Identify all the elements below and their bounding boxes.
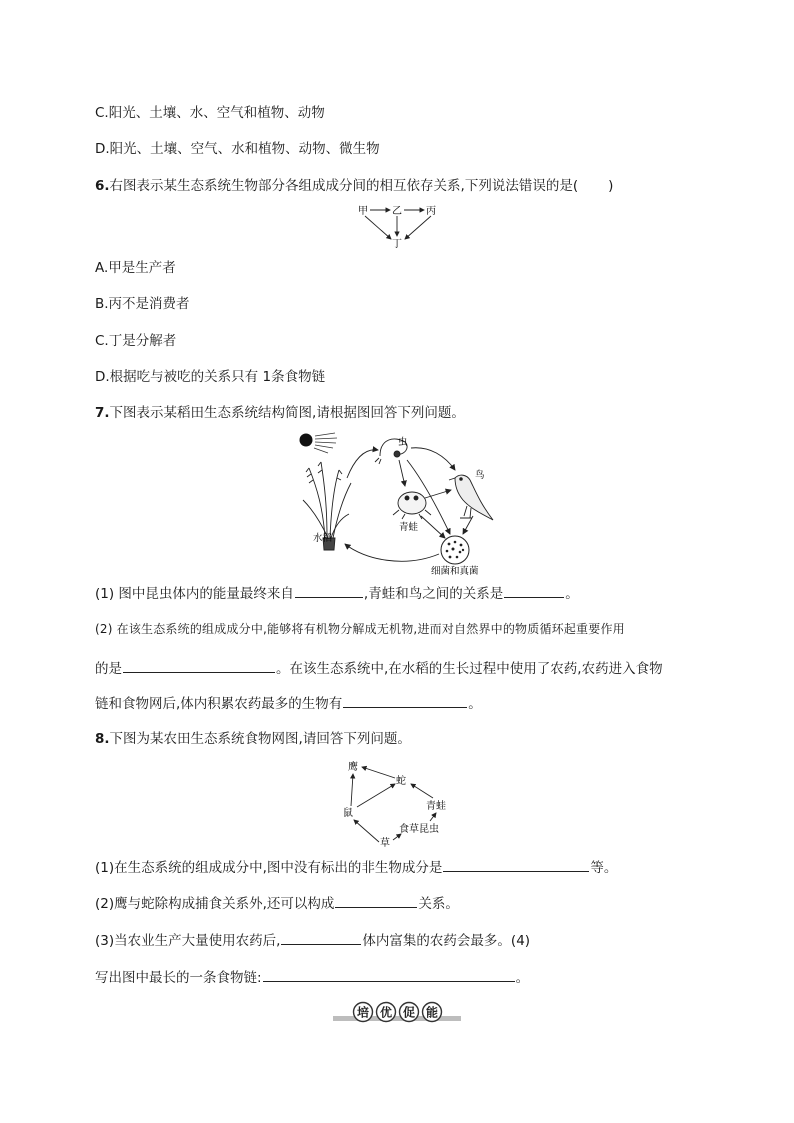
arrow-decomposer-to-rice [345, 544, 439, 561]
q8-part4-text-b: 。 [515, 970, 530, 986]
q8-number: 8. [95, 731, 110, 747]
q8-node-frog: 青蛙 [426, 801, 446, 812]
q6-option-c: C.丁是分解者 [95, 333, 177, 349]
arrow-snake-to-hawk [362, 767, 395, 778]
arrow-mouse-to-snake [357, 784, 395, 807]
q8-part1-text-b: 等。 [590, 860, 618, 876]
q6-arrow-bing-ding [405, 216, 431, 239]
q7-blank-2[interactable] [504, 584, 564, 598]
q7-part2-text-d: 链和食物网后,体内积累农药最多的生物有 [95, 696, 343, 712]
q6-option-d: D.根据吃与被吃的关系只有 1条食物链 [95, 369, 326, 385]
q7-part2-text-c: 。在该生态系统中,在水稻的生长过程中使用了农药,农药进入食物 [276, 661, 663, 677]
q7-part1-text-b: ,青蛙和鸟之间的关系是 [363, 586, 504, 602]
q6-text: 右图表示某生态系统生物部分各组成成分间的相互依存关系,下列说法错误的是( [109, 178, 579, 194]
q8-blank-2[interactable] [335, 894, 417, 908]
svg-text:能: 能 [425, 1005, 439, 1020]
arrow-frog-to-snake [411, 784, 433, 798]
q7-stem [95, 404, 465, 422]
q7-part2-text-e: 。 [468, 696, 482, 712]
q7-blank-1[interactable] [295, 584, 363, 598]
q8-blank-1[interactable] [443, 858, 589, 872]
q8-part4 [95, 968, 529, 987]
q7-part2-text-b: 的是 [95, 661, 122, 677]
q8-part3-text-a: (3)当农业生产大量使用农药后, [95, 933, 281, 949]
frog-icon [393, 492, 431, 519]
q7-part1-text-c: 。 [565, 586, 579, 602]
q8-blank-3[interactable] [281, 931, 361, 945]
badge-char-1 [354, 1003, 373, 1022]
q6-number: 6. [95, 178, 110, 194]
q5-option-d: D.阳光、土壤、空气、水和植物、动物、微生物 [95, 141, 380, 157]
q6-node-ding: 丁 [392, 239, 402, 250]
q7-label-decomposer: 细菌和真菌 [431, 566, 479, 577]
q8-part1 [95, 858, 617, 877]
q7-blank-4[interactable] [343, 694, 467, 708]
arrow-insect-to-frog [399, 460, 405, 486]
q8-part1-text-a: (1)在生态系统的组成成分中,图中没有标出的非生物成分是 [95, 860, 443, 876]
q7-number: 7. [95, 405, 110, 421]
q8-part2-text-a: (2)鹰与蛇除构成捕食关系外,还可以构成 [95, 896, 335, 912]
svg-text:促: 促 [402, 1005, 416, 1020]
q7-label-insect: 虫 [398, 437, 408, 448]
q8-node-mouse: 鼠 [343, 808, 353, 819]
bird-icon [449, 475, 493, 520]
arrow-rice-to-insect [347, 450, 378, 478]
q7-label-frog: 青蛙 [399, 522, 419, 533]
sun-icon [300, 433, 338, 453]
svg-text:培: 培 [356, 1005, 370, 1020]
q8-part2-text-b: 关系。 [418, 896, 459, 912]
q8-part2 [95, 894, 459, 913]
svg-text:优: 优 [379, 1005, 393, 1020]
q7-part2-line2 [95, 659, 663, 678]
q8-node-hawk: 鹰 [348, 762, 358, 773]
badge-char-2 [377, 1003, 396, 1022]
q7-figure [295, 428, 505, 578]
arrow-grass-to-mouse [354, 820, 379, 842]
q5-option-c: C.阳光、土壤、水、空气和植物、动物 [95, 105, 325, 121]
arrow-grass-to-insect [393, 834, 401, 840]
section-badge-peiyou [333, 1000, 461, 1026]
q6-option-a: A.甲是生产者 [95, 260, 176, 276]
arrow-insect-to-frog [430, 813, 436, 821]
badge-char-4 [423, 1003, 442, 1022]
q8-foodweb [335, 757, 475, 852]
q6-node-bing: 丙 [426, 206, 436, 217]
q6-paren-close: ) [608, 178, 614, 194]
q7-label-rice: 水稻 [313, 533, 333, 544]
q6-node-jia: 甲 [358, 206, 368, 217]
badge-char-3 [400, 1003, 419, 1022]
q8-node-grass: 草 [380, 838, 390, 849]
q7-part2-line3 [95, 694, 482, 713]
arrow-insect-to-bird [411, 448, 455, 470]
q8-node-insect: 食草昆虫 [399, 824, 439, 835]
q6-diagram [355, 202, 445, 252]
q7-part2-line1: (2) 在该生态系统的组成成分中,能够将有机物分解成无机物,进而对自然界中的物质循环起重要作用 [95, 622, 625, 636]
q6-node-yi: 乙 [392, 206, 402, 217]
q8-text: 下图为某农田生态系统食物网图,请回答下列问题。 [109, 731, 411, 747]
q6-option-b: B.丙不是消费者 [95, 296, 190, 312]
q7-label-bird: 鸟 [475, 470, 485, 481]
q8-part3-text-b: 体内富集的农药会最多。(4) [362, 933, 531, 949]
q7-part1 [95, 584, 579, 603]
q7-blank-3[interactable] [123, 659, 275, 673]
q8-part4-text-a: 写出图中最长的一条食物链: [95, 970, 262, 986]
q6-stem [95, 177, 613, 195]
bacteria-fungi-icon [441, 536, 469, 564]
q8-part3 [95, 931, 530, 950]
q7-text: 下图表示某稻田生态系统结构简图,请根据图回答下列问题。 [109, 405, 465, 421]
arrow-bird-to-decomposer [463, 516, 473, 534]
q8-stem [95, 730, 411, 748]
arrow-mouse-to-hawk [351, 774, 353, 806]
arrow-frog-to-decomposer [421, 516, 445, 538]
q7-part1-text-a: (1) 图中昆虫体内的能量最终来自 [95, 586, 294, 602]
q6-arrow-jia-ding [365, 216, 391, 239]
q8-node-snake: 蛇 [396, 776, 406, 787]
q8-blank-4[interactable] [263, 968, 515, 982]
